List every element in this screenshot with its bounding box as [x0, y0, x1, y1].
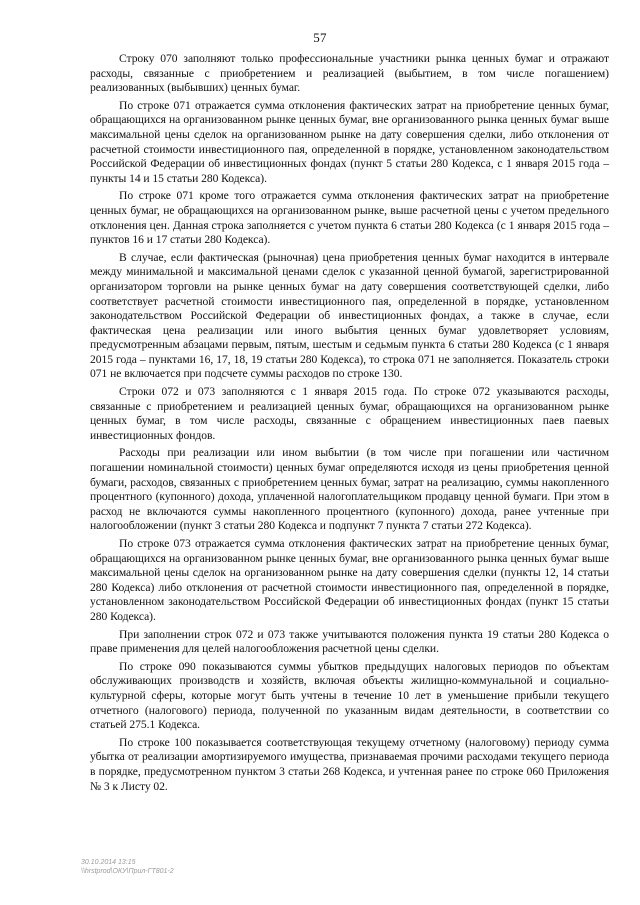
paragraph-lines-072-073: Строки 072 и 073 заполняются с 1 января 2015 года. По строке 072 указываются расходы, связанные с приобретением и реализацией ценных бумаг, обращающихся на организованном рынке ценных бумаг, в том числе расходы, связанные с обращением инвестиционных паев паевых инвестиционных фондов.	[90, 385, 609, 442]
paragraph-line-070: Строку 070 заполняют только профессиональные участники рынка ценных бумаг и отражают расходы, связанные с приобретением и реализацией (выбытием, в том числе погашением) реализованных (выбывших) ценных бумаг.	[90, 52, 609, 95]
footer-file-path: \\hrstprod\ОКУ\Прил-ГТ801-2	[81, 868, 174, 875]
paragraph-calculated-price: При заполнении строк 072 и 073 также учитываются положения пункта 19 статьи 280 Кодекса о праве применения для целей налогообложения расчетной цены сделки.	[90, 627, 609, 656]
footer-timestamp: 30.10.2014 13:15	[81, 859, 136, 866]
paragraph-line-071-extra: По строке 071 кроме того отражается сумма отклонения фактических затрат на приобретение ценных бумаг, не обращающихся на организованном рынке, выше расчетной цены с учетом предельного отклонения цен. Данная строка заполняется с учетом пункта 6 статьи 280 Кодекса (с 1 января 2015 года – пунктов 16 и 17 статьи 280 Кодекса).	[90, 189, 609, 247]
page-number: 57	[313, 30, 327, 45]
paragraph-line-071: По строке 071 отражается сумма отклонения фактических затрат на приобретение ценных бумаг, обращающихся на организованном рынке ценных бумаг, вне организованного рынка ценных бумаг выше максимальной цены сделок на организованном рынке на дату совершения сделки, либо отклонения от расчетной стоимости инвестиционного пая, определенной в порядке, установленном законодательством Российской Федерации об инвестиционных фондах (пункт 5 статьи 280 Кодекса, с 1 января 2015 года – пункты 14 и 15 статьи 280 Кодекса).	[90, 98, 609, 185]
paragraph-line-090: По строке 090 показываются суммы убытков предыдущих налоговых периодов по объектам обслуживающих производств и хозяйств, включая объекты жилищно-коммунальной и социально-культурной сферы, которые могут быть учтены в течение 10 лет в уменьшение прибыли текущего отчетного (налогового) периода, полученной по указанным видам деятельности, в соответствии со статьей 275.1 Кодекса.	[90, 659, 609, 732]
paragraph-disposal-expenses: Расходы при реализации или ином выбытии (в том числе при погашении или частичном погашении номинальной стоимости) ценных бумаг определяются исходя из цены приобретения ценной бумаги, расходов, связанных с приобретением ценных бумаг, затрат на реализацию, суммы накопленного процентного (купонного) дохода, уплаченной налогоплательщиком продавцу ценной бумаги. При этом в расход не включаются суммы накопленного процентного (купонного) дохода, ранее учтенные при налогообложении (пункт 3 статьи 280 Кодекса и подпункт 7 пункта 7 статьи 272 Кодекса).	[90, 446, 609, 533]
paragraph-line-100: По строке 100 показывается соответствующая текущему отчетному (налоговому) периоду сумма убытка от реализации амортизируемого имущества, признаваемая прочими расходами текущего периода в порядке, предусмотренном пунктом 3 статьи 268 Кодекса, и учтенная ранее по строке 060 Приложения № 3 к Листу 02.	[90, 735, 609, 793]
print-footer	[81, 858, 174, 876]
document-body	[90, 52, 609, 797]
paragraph-market-price-case: В случае, если фактическая (рыночная) цена приобретения ценных бумаг находится в интервале между минимальной и максимальной ценами сделок с указанной ценной бумагой, зарегистрированной организатором торговли на рынке ценных бумаг на дату совершения соответствующей сделки, либо соответствует расчетной стоимости инвестиционного пая, определенной в порядке, установленном законодательством Российской Федерации об инвестиционных фондах, а также в случае, если фактическая цена реализации или иного выбытия ценных бумаг удовлетворяет условиям, предусмотренным абзацами первым, пятым, шестым и седьмым пункта 6 статьи 280 Кодекса (с 1 января 2015 года – пунктами 16, 17, 18, 19 статьи 280 Кодекса), то строка 071 не заполняется. Показатель строки 071 не включается при подсчете суммы расходов по строке 130.	[90, 250, 609, 381]
paragraph-line-073: По строке 073 отражается сумма отклонения фактических затрат на приобретение ценных бумаг, обращающихся на организованном рынке ценных бумаг, вне организованного рынка ценных бумаг выше максимальной цены сделок на организованном рынке на дату совершения сделки (пункты 12, 14 статьи 280 Кодекса) либо отклонения от расчетной стоимости инвестиционного пая, определенной в порядке, установленном законодательством Российской Федерации об инвестиционных фондах (пункт 15 статьи 280 Кодекса).	[90, 537, 609, 623]
